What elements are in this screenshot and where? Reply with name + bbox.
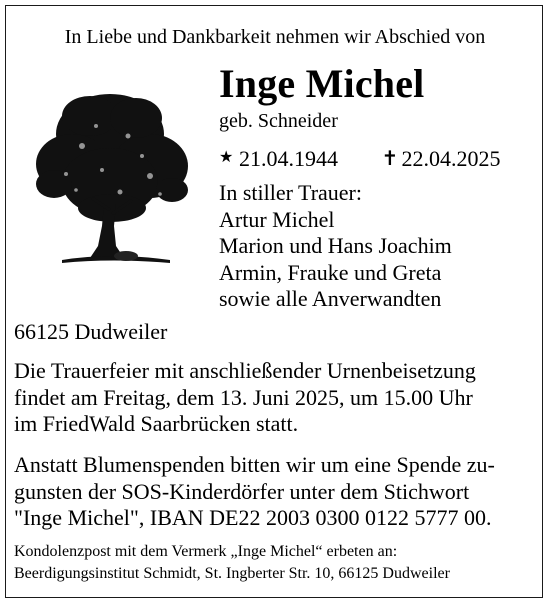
- birth-date: 21.04.1944: [239, 146, 338, 171]
- mourner-line: Armin, Frauke und Greta: [219, 259, 442, 285]
- mourner-line: Marion und Hans Joachim: [219, 233, 452, 258]
- donation-line: gunsten der SOS-Kinderdörfer unter dem Stichwort: [14, 478, 470, 504]
- maiden-name: geb. Schneider: [219, 110, 338, 132]
- footer-funeral-home: Beerdigungsinstitut Schmidt, St. Ingberter Str. 10, 66125 Dudweiler: [14, 565, 450, 582]
- ceremony-line: Die Trauerfeier mit anschließender Urnenbeisetzung: [14, 358, 476, 383]
- ceremony-paragraph: [14, 358, 538, 438]
- mourner-line: Artur Michel: [219, 206, 335, 232]
- place-line: 66125 Dudweiler: [14, 319, 168, 344]
- tree-illustration: [32, 86, 192, 272]
- donation-line: Anstatt Blumenspenden bitten wir um eine Spende zu-: [14, 452, 495, 477]
- life-dates: [219, 144, 501, 173]
- cross-icon: ✝: [381, 148, 399, 170]
- star-icon: ★: [219, 149, 234, 166]
- death-date: 22.04.2025: [401, 146, 501, 171]
- ceremony-line: findet am Freitag, dem 13. Juni 2025, um 15.00 Uhr: [14, 384, 473, 410]
- mourner-line: sowie alle Anverwandten: [219, 286, 442, 311]
- donation-line: "Inge Michel", IBAN DE22 2003 0300 0122 5777 00.: [14, 505, 492, 530]
- mourners-heading: In stiller Trauer:: [219, 180, 362, 205]
- donation-paragraph: [14, 452, 538, 532]
- footer-condolence: Kondolenzpost mit dem Vermerk „Inge Michel“ erbeten an:: [14, 543, 398, 560]
- ceremony-line: im FriedWald Saarbrücken statt.: [14, 411, 299, 436]
- mourners-block: [219, 180, 452, 313]
- deceased-name: Inge Michel: [219, 61, 425, 106]
- intro-line: In Liebe und Dankbarkeit nehmen wir Abschied von: [64, 26, 486, 48]
